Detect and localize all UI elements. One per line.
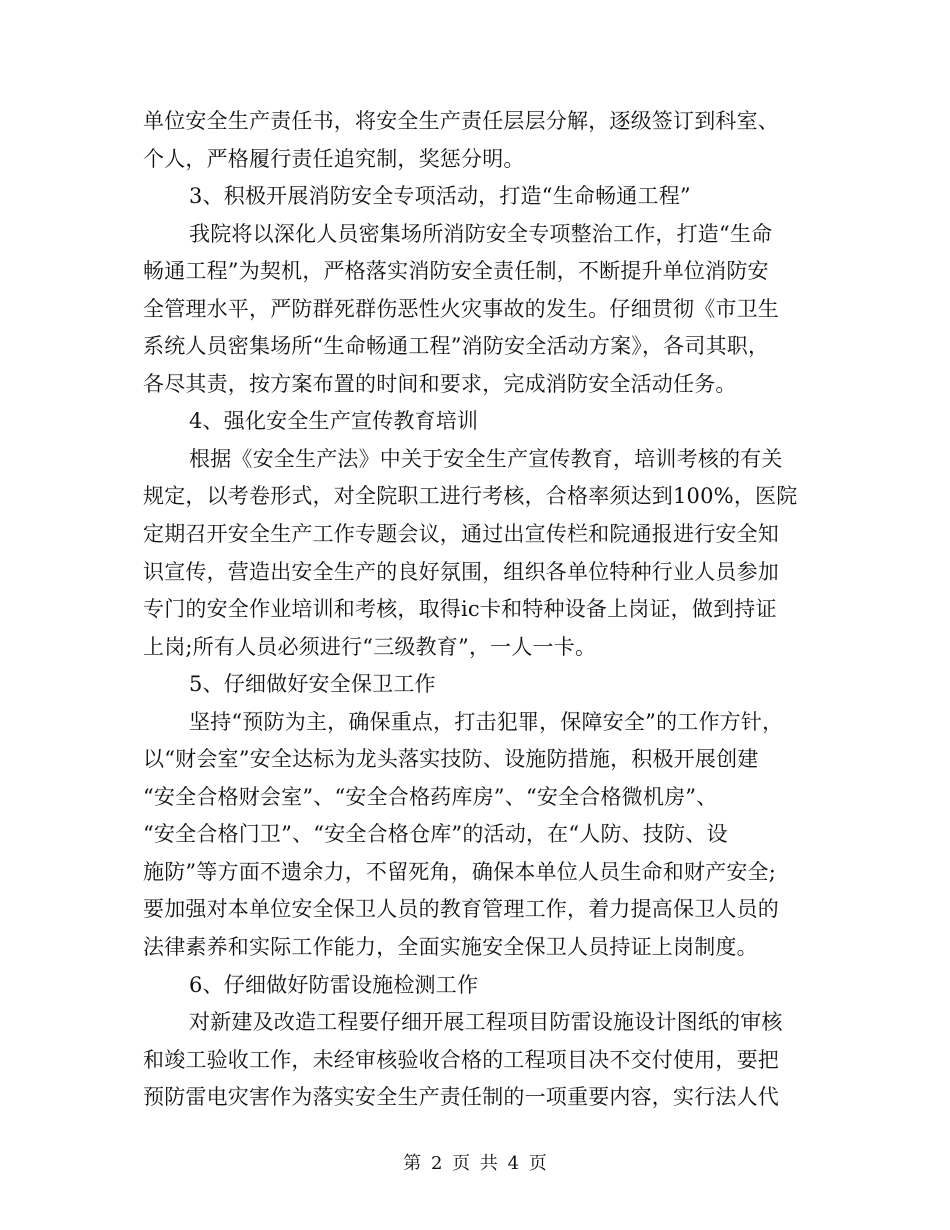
text-line: 4、强化安全生产宣传教育培训: [189, 409, 479, 434]
text-line: “安全合格财会室”、“安全合格药库房”、“安全合格微机房”、: [143, 784, 718, 809]
text-line: 全管理水平，严防群死群伤恶性火灾事故的发生。仔细贯彻《市卫生: [143, 296, 779, 321]
text-line: 畅通工程”为契机，严格落实消防安全责任制，不断提升单位消防安: [143, 259, 769, 284]
text-line: “安全合格门卫”、“安全合格仓库”的活动，在“人防、技防、设: [143, 822, 728, 847]
text-line: 识宣传，营造出安全生产的良好氛围，组织各单位特种行业人员参加: [143, 559, 779, 584]
text-line: 定期召开安全生产工作专题会议，通过出宣传栏和院通报进行安全知: [143, 522, 779, 547]
text-line: 个人，严格履行责任追究制，奖惩分明。: [143, 146, 525, 171]
text-line: 以“财会室”安全达标为龙头落实技防、设施防措施，积极开展创建: [143, 747, 759, 772]
text-line: 对新建及改造工程要仔细开展工程项目防雷设施设计图纸的审核: [189, 1010, 783, 1035]
text-line: 我院将以深化人员密集场所消防安全专项整治工作，打造“生命: [189, 221, 773, 246]
document-body: [143, 103, 813, 1117]
text-line: 各尽其责，按方案布置的时间和要求，完成消防安全活动任务。: [143, 371, 737, 396]
text-line: 系统人员密集场所“生命畅通工程”消防安全活动方案》，各司其职，: [143, 334, 770, 359]
text-line: 法律素养和实际工作能力，全面实施安全保卫人员持证上岗制度。: [143, 935, 758, 960]
text-line: 3、积极开展消防安全专项活动，打造“生命畅通工程”: [189, 184, 691, 209]
text-line: 专门的安全作业培训和考核，取得ic卡和特种设备上岗证，做到持证: [143, 597, 777, 622]
page-footer: 第 2 页 共 4 页: [403, 1153, 547, 1174]
text-line: 规定，以考卷形式，对全院职工进行考核，合格率须达到100%，医院: [143, 484, 798, 509]
text-line: 6、仔细做好防雷设施检测工作: [189, 972, 479, 997]
text-line: 单位安全生产责任书，将安全生产责任层层分解，逐级签订到科室、: [143, 109, 779, 133]
text-line: 预防雷电灾害作为落实安全生产责任制的一项重要内容，实行法人代: [143, 1085, 779, 1110]
text-line: 要加强对本单位安全保卫人员的教育管理工作，着力提高保卫人员的: [143, 897, 779, 922]
text-line: 施防”等方面不遗余力，不留死角，确保本单位人员生命和财产安全;: [143, 859, 777, 884]
text-line: 根据《安全生产法》中关于安全生产宣传教育，培训考核的有关: [189, 446, 783, 471]
text-line: 上岗;所有人员必须进行“三级教育”，一人一卡。: [143, 634, 597, 659]
text-line: 5、仔细做好安全保卫工作: [189, 672, 436, 697]
text-line: 坚持“预防为主，确保重点，打击犯罪，保障安全”的工作方针，: [189, 709, 784, 734]
text-line: 和竣工验收工作，未经审核验收合格的工程项目决不交付使用，要把: [143, 1047, 779, 1072]
